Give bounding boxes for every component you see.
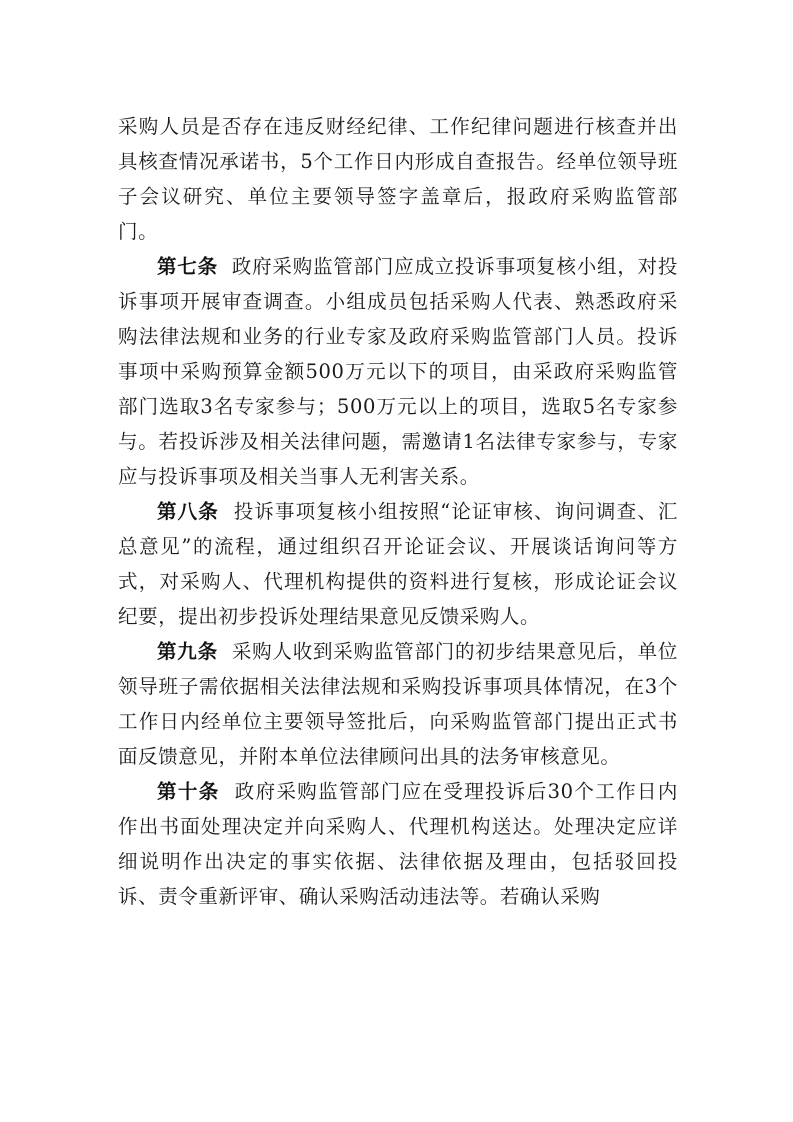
article-text: 投诉事项复核小组按照“论证审核、询问调查、汇总意见”的流程，通过组织召开论证会议、开展谈话询问等方式，对采购人、代理机构提供的资料进行复核，形成论证会议纪要，提出初步投诉处理结果意见反馈采购人。 (118, 500, 678, 628)
article-8 (118, 494, 678, 634)
article-9 (118, 634, 678, 774)
article-title: 第八条 (157, 500, 219, 523)
article-10 (118, 774, 678, 914)
article-7 (118, 249, 678, 494)
article-title: 第七条 (157, 255, 218, 278)
paragraph-continuation (118, 109, 678, 249)
document-body (118, 109, 678, 914)
article-title: 第九条 (157, 640, 218, 663)
article-text: 政府采购监管部门应在受理投诉后30个工作日内作出书面处理决定并向采购人、代理机构送达。处理决定应详细说明作出决定的事实依据、法律依据及理由，包括驳回投诉、责令重新评审、确认采购活动违法等。若确认采购 (118, 780, 678, 908)
article-text: 采购人收到采购监管部门的初步结果意见后，单位领导班子需依据相关法律法规和采购投诉事项具体情况，在3个工作日内经单位主要领导签批后，向采购监管部门提出正式书面反馈意见，并附本单位法律顾问出具的法务审核意见。 (118, 640, 678, 768)
article-text: 政府采购监管部门应成立投诉事项复核小组，对投诉事项开展审查调查。小组成员包括采购人代表、熟悉政府采购法律法规和业务的行业专家及政府采购监管部门人员。投诉事项中采购预算金额500万元以下的项目，由采政府采购监管部门选取3名专家参与；500万元以上的项目，选取5名专家参与。若投诉涉及相关法律问题，需邀请1名法律专家参与，专家应与投诉事项及相关当事人无利害关系。 (118, 255, 678, 488)
paragraph-text: 采购人员是否存在违反财经纪律、工作纪律问题进行核查并出具核查情况承诺书，5个工作日内形成自查报告。经单位领导班子会议研究、单位主要领导签字盖章后，报政府采购监管部门。 (118, 115, 678, 243)
article-title: 第十条 (157, 780, 220, 803)
